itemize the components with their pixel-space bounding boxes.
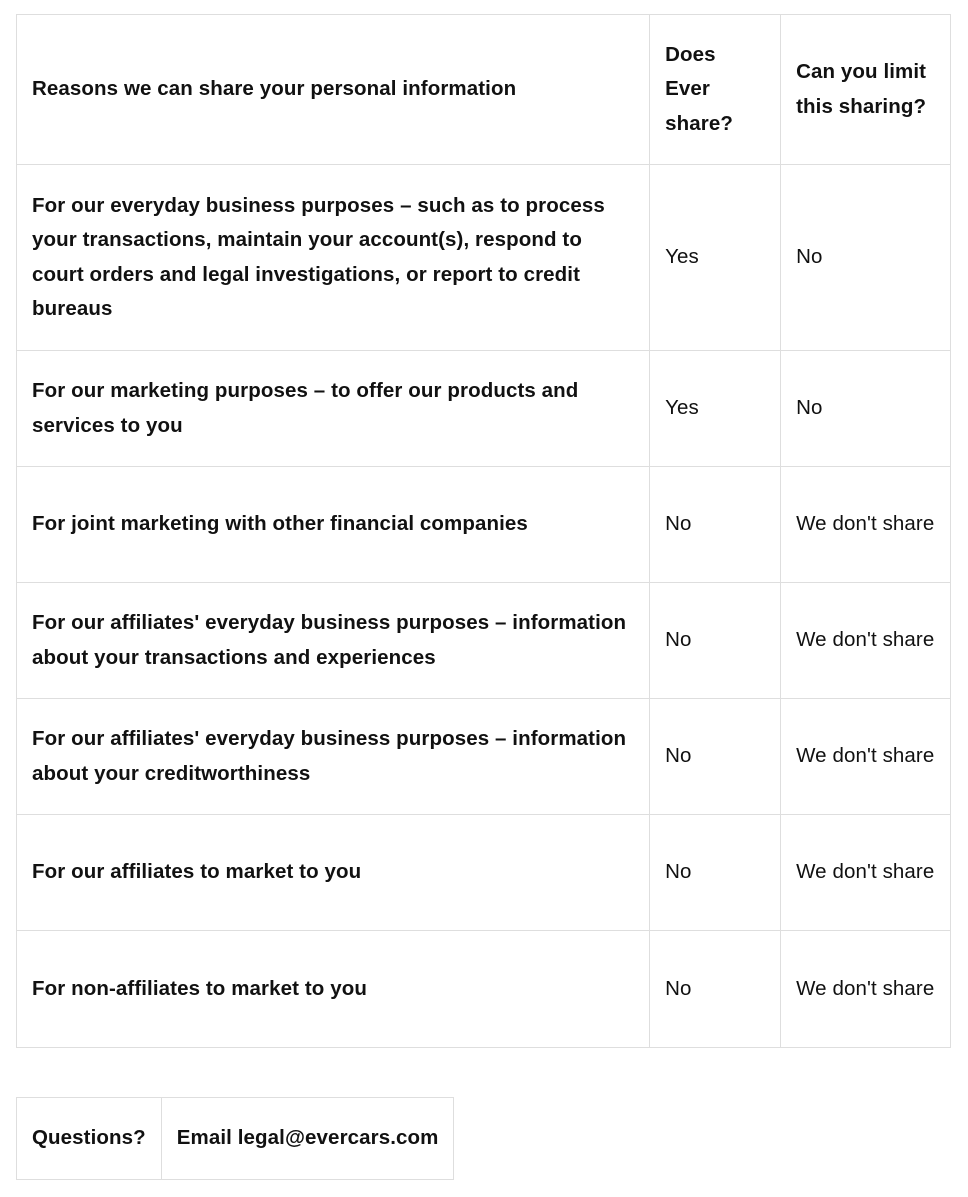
can-limit-cell: No <box>781 351 951 467</box>
table-row <box>17 583 951 699</box>
reason-cell: For our affiliates to market to you <box>17 815 650 931</box>
does-share-cell: No <box>650 931 781 1048</box>
does-share-cell: No <box>650 815 781 931</box>
header-can-limit: Can you limit this sharing? <box>781 15 951 165</box>
does-share-cell: No <box>650 583 781 699</box>
can-limit-cell: We don't share <box>781 467 951 583</box>
reason-cell: For our everyday business purposes – such as to process your transactions, maintain your account(s), respond to court orders and legal investigations, or report to credit bureaus <box>17 165 650 351</box>
questions-label: Questions? <box>17 1098 162 1180</box>
table-row <box>17 699 951 815</box>
can-limit-cell: No <box>781 165 951 351</box>
table-row <box>17 165 951 351</box>
can-limit-cell: We don't share <box>781 583 951 699</box>
does-share-cell: No <box>650 467 781 583</box>
can-limit-cell: We don't share <box>781 931 951 1048</box>
reason-cell: For our affiliates' everyday business purposes – information about your transactions and experiences <box>17 583 650 699</box>
reason-cell: For joint marketing with other financial companies <box>17 467 650 583</box>
contact-row <box>17 1098 454 1180</box>
header-does-share: Does Ever share? <box>650 15 781 165</box>
sharing-table <box>16 14 951 1048</box>
reason-cell: For non-affiliates to market to you <box>17 931 650 1048</box>
contact-email: Email legal@evercars.com <box>161 1098 454 1180</box>
does-share-cell: No <box>650 699 781 815</box>
header-reason: Reasons we can share your personal information <box>17 15 650 165</box>
does-share-cell: Yes <box>650 165 781 351</box>
table-row <box>17 467 951 583</box>
reason-cell: For our marketing purposes – to offer our products and services to you <box>17 351 650 467</box>
can-limit-cell: We don't share <box>781 815 951 931</box>
contact-table <box>16 1097 454 1180</box>
table-row <box>17 931 951 1048</box>
reason-cell: For our affiliates' everyday business purposes – information about your creditworthiness <box>17 699 650 815</box>
can-limit-cell: We don't share <box>781 699 951 815</box>
does-share-cell: Yes <box>650 351 781 467</box>
table-header-row <box>17 15 951 165</box>
table-row <box>17 351 951 467</box>
table-row <box>17 815 951 931</box>
